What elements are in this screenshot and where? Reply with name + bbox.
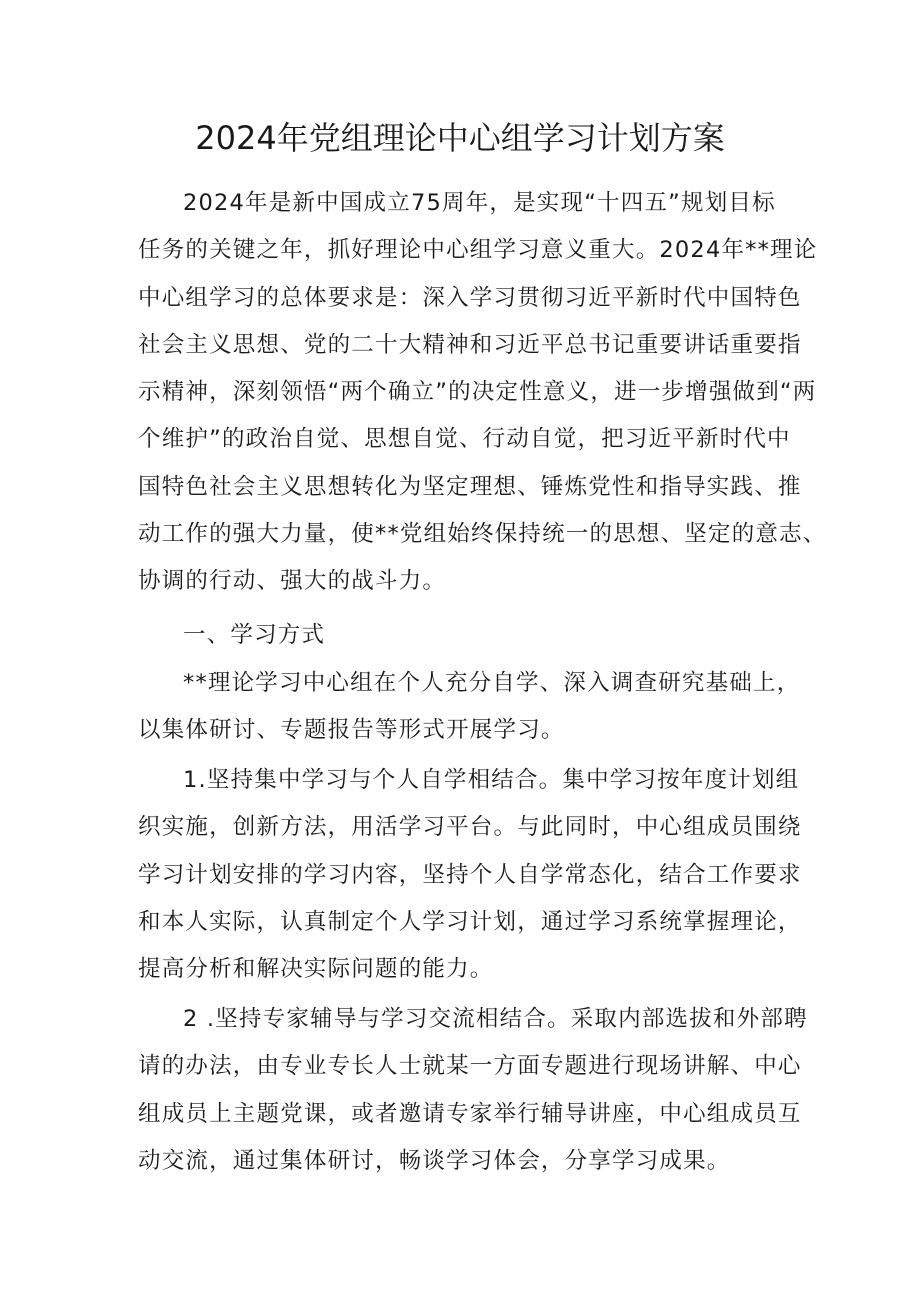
paragraph-line: 以集体研讨、专题报告等形式开展学习。 xyxy=(138,717,565,744)
paragraph-line: 请的办法，由专业专长人士就某一方面专题进行现场讲解、中心 xyxy=(138,1053,802,1080)
paragraph-line: 2 .坚持专家辅导与学习交流相结合。采取内部选拔和外部聘 xyxy=(183,1006,808,1032)
paragraph-line: 2024年是新中国成立75周年，是实现“十四五”规划目标 xyxy=(183,190,776,216)
paragraph-line: 示精神，深刻领悟“两个确立”的决定性意义，进一步增强做到“两 xyxy=(138,379,817,406)
list-item-1 xyxy=(138,757,802,993)
section-intro-paragraph xyxy=(138,660,801,755)
paragraph-line: 提高分析和解决实际问题的能力。 xyxy=(138,956,494,983)
paragraph-line: 协调的行动、强大的战斗力。 xyxy=(138,568,447,595)
paragraph-line: 组成员上主题党课，或者邀请专家举行辅导讲座，中心组成员互 xyxy=(138,1100,802,1127)
paragraph-line: 个维护”的政治自觉、思想自觉、行动自觉，把习近平新时代中 xyxy=(138,426,791,453)
intro-paragraph xyxy=(138,180,827,606)
section-heading: 一、学习方式 xyxy=(183,622,326,648)
paragraph-line: 社会主义思想、党的二十大精神和习近平总书记重要讲话重要指 xyxy=(138,331,802,358)
document-title: 2024年党组理论中心组学习计划方案 xyxy=(195,119,725,157)
paragraph-line: 国特色社会主义思想转化为坚定理想、锤炼党性和指导实践、推 xyxy=(138,473,802,500)
paragraph-line: 学习计划安排的学习内容，坚持个人自学常态化，结合工作要求 xyxy=(138,861,802,888)
paragraph-line: 中心组学习的总体要求是：深入学习贯彻习近平新时代中国特色 xyxy=(138,284,802,311)
paragraph-line: 动交流，通过集体研讨，畅谈学习体会，分享学习成果。 xyxy=(138,1147,731,1174)
paragraph-line: 和本人实际，认真制定个人学习计划，通过学习系统掌握理论， xyxy=(138,908,802,935)
paragraph-line: 织实施，创新方法，用活学习平台。与此同时，中心组成员围绕 xyxy=(138,814,802,841)
list-item-2 xyxy=(138,996,808,1185)
paragraph-line: 1.坚持集中学习与个人自学相结合。集中学习按年度计划组 xyxy=(183,767,800,793)
paragraph-line: 动工作的强大力量，使**党组始终保持统一的思想、坚定的意志、 xyxy=(138,521,827,548)
paragraph-line: 任务的关键之年，抓好理论中心组学习意义重大。2024年**理论 xyxy=(138,237,818,264)
paragraph-line: **理论学习中心组在个人充分自学、深入调查研究基础上， xyxy=(183,670,801,696)
